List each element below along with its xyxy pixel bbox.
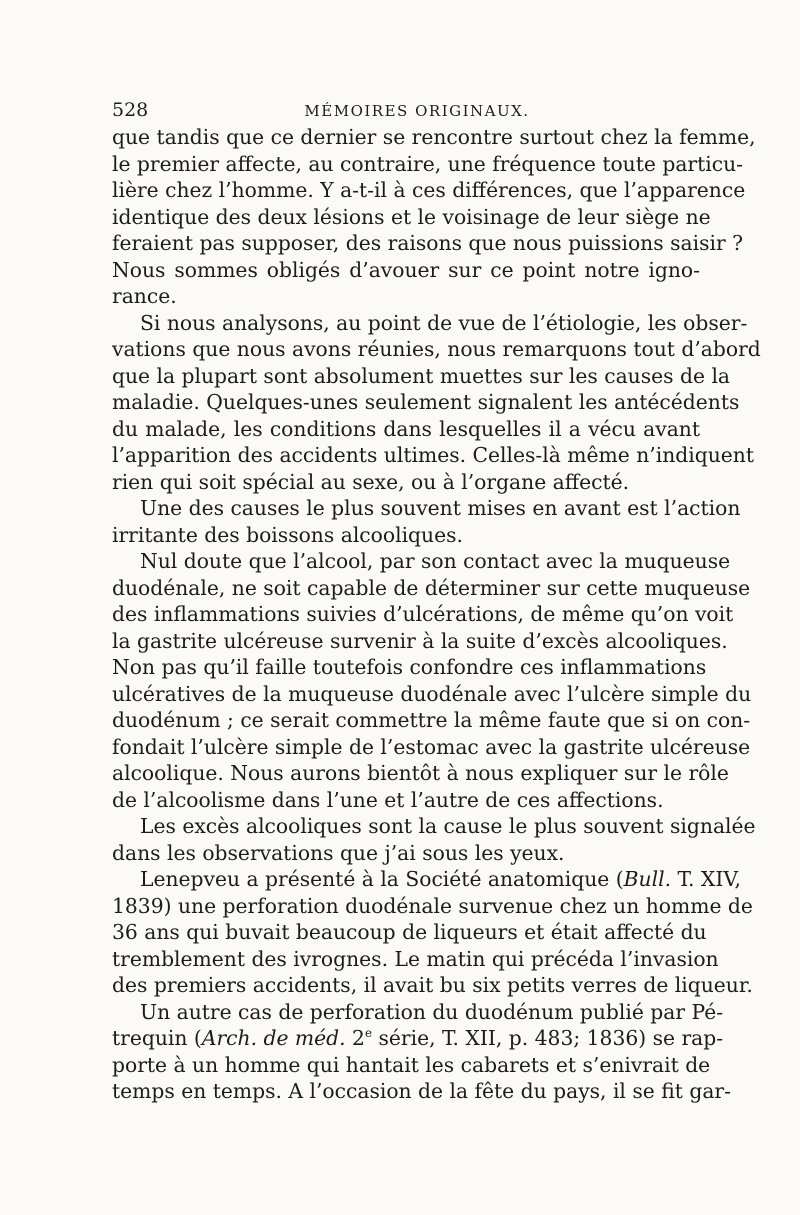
text-line: duodénale, ne soit capable de déterminer sur cette muqueuse (112, 575, 751, 600)
text-line: identique des deux lésions et le voisinage de leur siège ne (112, 204, 711, 229)
text-line: que la plupart sont absolument muettes sur les causes de la (112, 363, 731, 388)
text-line (112, 1025, 724, 1052)
text-fragment: série, T. XII, p. 483; 1836) se rap- (372, 1026, 724, 1050)
text-line: duodénum ; ce serait commettre la même faute que si on con- (112, 708, 751, 732)
text-line: alcoolique. Nous aurons bientôt à nous expliquer sur le rôle (112, 761, 729, 785)
text-line: tremblement des ivrognes. Le matin qui précéda l’invasion (112, 946, 719, 971)
text-fragment: 2 (345, 1026, 365, 1050)
page-header (112, 96, 692, 124)
text-line: la gastrite ulcéreuse survenir à la suite d’excès alcooliques. (112, 628, 728, 653)
text-line: irritante des boissons alcooliques. (112, 522, 463, 547)
superscript: e (364, 1026, 373, 1041)
page-number: 528 (112, 99, 149, 121)
text-fragment: trequin ( (112, 1026, 202, 1050)
text-line: 1839) une perforation duodénale survenue chez un homme de (112, 893, 753, 918)
text-line: Si nous analysons, au point de vue de l’étiologie, les obser- (140, 310, 748, 335)
text-line: porte à un homme qui hantait les cabarets et s’enivrait de (112, 1052, 711, 1077)
text-line: feraient pas supposer, des raisons que nous puissions saisir ? (112, 231, 743, 255)
citation-italic: Bull. (623, 867, 672, 891)
text-line: fondait l’ulcère simple de l’estomac avec la gastrite ulcéreuse (112, 734, 751, 759)
text-line: Non pas qu’il faille toutefois confondre ces inflammations (112, 655, 707, 679)
text-line: Les excès alcooliques sont la cause le plus souvent signalée (140, 814, 756, 838)
text-line: maladie. Quelques-unes seulement signalent les antécédents (112, 390, 740, 414)
text-line: des premiers accidents, il avait bu six petits verres de liqueur. (112, 973, 753, 997)
text-line: 36 ans qui buvait beaucoup de liqueurs et était affecté du (112, 920, 707, 944)
text-line: le premier affecte, au contraire, une fréquence toute particu- (112, 151, 744, 176)
text-line: vations que nous avons réunies, nous remarquons tout d’abord (112, 337, 761, 361)
text-line: du malade, les conditions dans lesquelles il a vécu avant (112, 416, 700, 441)
body-text (112, 124, 761, 1105)
text-line: dans les observations que j’ai sous les yeux. (112, 840, 565, 865)
text-fragment: T. XIV, (671, 867, 741, 891)
text-line: ulcératives de la muqueuse duodénale avec l’ulcère simple du (112, 681, 752, 706)
text-line: rien qui soit spécial au sexe, ou à l’organe affecté. (112, 469, 630, 494)
text-line (112, 866, 741, 893)
text-line: Nul doute que l’alcool, par son contact avec la muqueuse (140, 549, 731, 573)
text-fragment: Lenepveu a présenté à la Société anatomique ( (140, 867, 624, 891)
text-line: l’apparition des accidents ultimes. Celles-là même n’indiquent (112, 443, 755, 467)
text-line: que tandis que ce dernier se rencontre surtout chez la femme, (112, 125, 756, 149)
text-line: des inflammations suivies d’ulcérations, de même qu’on voit (112, 602, 734, 626)
text-line: Nous sommes obligés d’avouer sur ce point notre igno- (112, 257, 700, 282)
text-line: lière chez l’homme. Y a-t-il à ces différences, que l’apparence (112, 178, 746, 202)
text-line: de l’alcoolisme dans l’une et l’autre de ces affections. (112, 787, 664, 812)
text-line: Une des causes le plus souvent mises en avant est l’action (140, 496, 741, 520)
citation-italic: Arch. de méd. (201, 1026, 346, 1050)
text-line: temps en temps. A l’occasion de la fête du pays, il se fit gar- (112, 1079, 731, 1103)
running-head: MÉMOIRES ORIGINAUX. (304, 102, 530, 120)
text-line: rance. (112, 284, 177, 308)
text-line: Un autre cas de perforation du duodénum publié par Pé- (140, 999, 724, 1024)
